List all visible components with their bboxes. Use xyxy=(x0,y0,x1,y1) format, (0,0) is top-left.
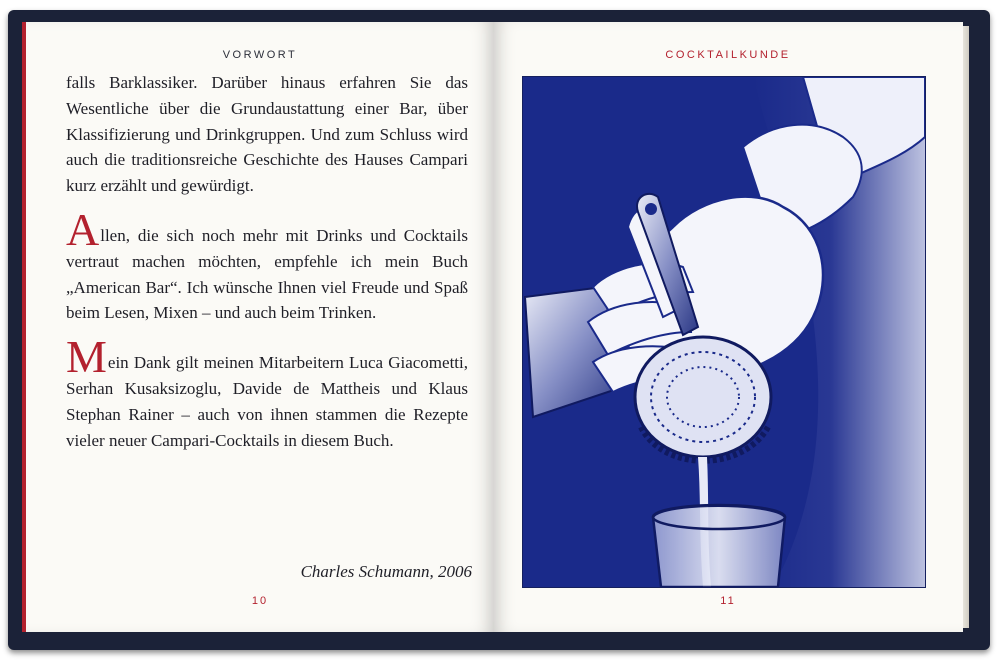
paragraph-3 xyxy=(66,331,468,453)
glass xyxy=(653,506,785,587)
paragraph-3-text: ein Dank gilt meinen Mitarbeitern Luca Giacometti, Serhan Kusaksizoglu, Davide de Mattheis und Klaus Stephan Rainer – auch von ihnen stammen die Rezepte vieler neuer Campari-Cocktails in diesem Buch. xyxy=(66,353,468,450)
running-head-left: VORWORT xyxy=(222,49,298,61)
illustration-drawing xyxy=(523,77,925,587)
author-signature: Charles Schumann, 2006 xyxy=(300,562,472,581)
strainer-disc xyxy=(635,337,771,457)
running-head-right: COCKTAILKUNDE xyxy=(665,49,791,61)
strainer-pour-illustration xyxy=(522,76,926,588)
strainer-handle-hole xyxy=(645,203,657,215)
page-number-left: 10 xyxy=(251,595,269,607)
page-number-right: 11 xyxy=(720,595,736,607)
paragraph-1: falls Barklassiker. Darüber hinaus erfahren Sie das Wesentliche über die Grundaustattung einer Bar, über Klassifizierung und Drinkgruppen. Und zum Schluss wird auch die traditionsreiche Geschichte des Hauses Campari kurz erzählt und gewürdigt. xyxy=(66,73,468,196)
page-edges xyxy=(963,26,969,628)
paragraph-2 xyxy=(66,203,468,326)
right-page xyxy=(493,22,963,632)
body-text xyxy=(66,70,468,453)
left-page xyxy=(22,22,494,632)
dropcap-a: A xyxy=(66,203,100,255)
paragraph-2-text: llen, die sich noch mehr mit Drinks und Cocktails vertraut machen möchten, empfehle ich mein Buch „American Bar“. Ich wünsche Ihnen viel Freude und Spaß beim Lesen, Mixen – und auch beim Trinken. xyxy=(66,225,468,323)
dropcap-m: M xyxy=(66,331,107,383)
